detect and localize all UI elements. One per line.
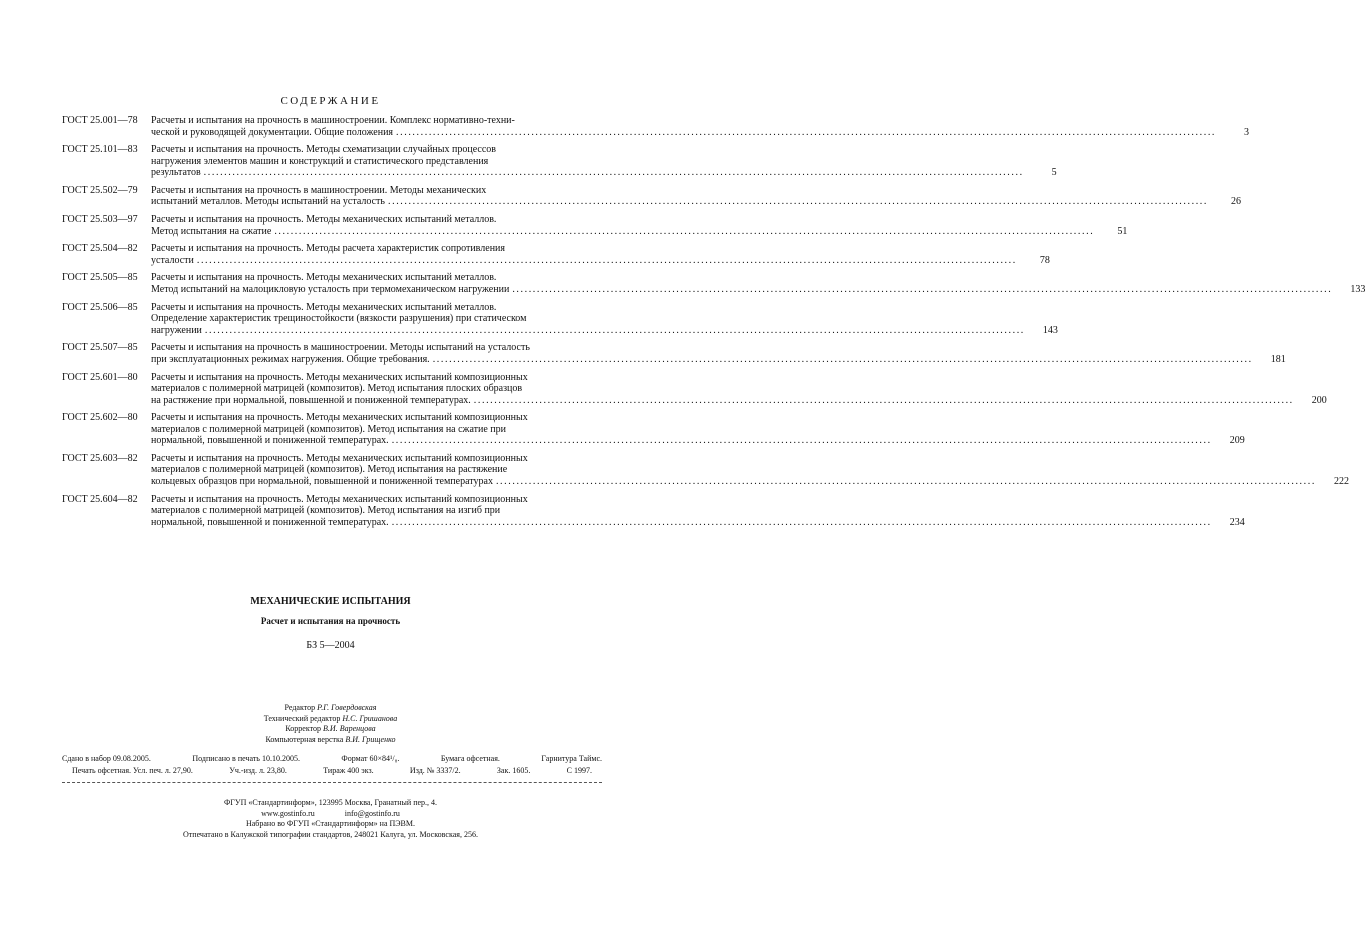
dot-leader: ........................................................................................................................................................................................................	[512, 283, 1333, 295]
entry-title-line: нагружения элементов машин и конструкций и статистического представления	[151, 155, 489, 167]
entry-last-line	[151, 284, 1335, 296]
standard-code: ГОСТ 25.502—79	[62, 184, 138, 196]
entry-title-line: Определение характеристик трещиностойкости (вязкости разрушения) при статическом	[151, 313, 527, 325]
page-number: 209	[1229, 435, 1245, 447]
staff-line: Редактор Р.Г. Говердовская	[284, 703, 377, 712]
entry-title-line: материалов с полимерной матрицей (композитов). Метод испытания на растяжение	[151, 464, 508, 476]
entry-last-line	[151, 395, 1297, 407]
toc-entry-body	[151, 272, 1365, 295]
entry-last-line	[151, 354, 1256, 366]
entry-title-line: Расчеты и испытания на прочность в машиностроении. Методы механических	[151, 184, 487, 196]
entry-title-line: Расчеты и испытания на прочность в машиностроении. Методы испытаний на усталость	[151, 342, 530, 354]
dot-leader: ........................................................................................................................................................................................................	[204, 324, 1025, 336]
publisher-email-link[interactable]: info@gostinfo.ru	[344, 808, 400, 818]
dot-leader: ........................................................................................................................................................................................................	[196, 254, 1017, 266]
toc-entry-body	[151, 302, 1058, 337]
page-number: 143	[1042, 324, 1058, 336]
entry-last-line	[151, 255, 1020, 267]
entry-last-line	[151, 226, 1097, 238]
entry-title-line: нагружении	[151, 324, 202, 336]
entry-title-line: нормальной, повышенной и пониженной температурах.	[151, 516, 389, 528]
toc-entry	[62, 371, 1327, 407]
toc-entry	[62, 342, 1286, 365]
divider	[62, 782, 602, 783]
entry-title-line: Расчеты и испытания на прочность. Методы механических испытаний металлов.	[151, 301, 497, 313]
entry-last-line	[151, 517, 1215, 529]
publisher-printed: Отпечатано в Калужской типографии стандартов, 248021 Калуга, ул. Московская, 256.	[183, 829, 478, 839]
toc-title: СОДЕРЖАНИЕ	[280, 95, 381, 107]
entry-title-line: на растяжение при нормальной, повышенной и пониженной температурах.	[151, 394, 471, 406]
standard-code: ГОСТ 25.001—78	[62, 115, 138, 126]
entry-title-line: Расчеты и испытания на прочность. Методы механических испытаний композиционных	[151, 412, 528, 424]
entry-title-line: материалов с полимерной матрицей (композитов). Метод испытания на изгиб при	[151, 505, 501, 517]
entry-title-line: Метод испытаний на малоцикловую усталость при термомеханическом нагружении	[151, 283, 510, 295]
dot-leader: ........................................................................................................................................................................................................	[396, 126, 1217, 138]
standard-code: ГОСТ 25.602—80	[62, 412, 138, 424]
table-of-contents	[62, 115, 1365, 534]
entry-title-line: нормальной, повышенной и пониженной температурах.	[151, 435, 389, 447]
entry-title-line: усталости	[151, 254, 194, 266]
subject-title: МЕХАНИЧЕСКИЕ ИСПЫТАНИЯ	[250, 596, 411, 607]
toc-entry	[62, 452, 1349, 488]
toc-entry	[62, 184, 1241, 208]
publisher-contacts	[0, 809, 661, 820]
entry-title-line: при эксплуатационных режимах нагружения. Общие требования.	[151, 353, 430, 365]
page-number: 51	[1117, 225, 1128, 237]
toc-entry	[62, 243, 1050, 266]
toc-entry-body	[151, 412, 1245, 447]
entry-title-line: результатов	[151, 167, 201, 179]
toc-entry	[62, 412, 1245, 447]
entry-title-line: Расчеты и испытания на прочность. Методы механических испытаний композиционных	[151, 493, 528, 505]
page-number: 200	[1311, 394, 1327, 406]
dot-leader: ........................................................................................................................................................................................................	[274, 225, 1095, 237]
toc-entry	[62, 214, 1128, 237]
entry-title-line: Расчеты и испытания на прочность. Методы механических испытаний металлов.	[151, 214, 497, 226]
imprint-row: Сдано в набор 09.08.2005. Подписано в печать 10.10.2005. Формат 60×84¹/₈. Бумага офсетная. Гарнитура Таймс.	[62, 754, 602, 763]
entry-title-line: испытаний металлов. Методы испытаний на усталость	[151, 196, 385, 208]
publisher-info	[0, 798, 661, 840]
toc-entry-body	[151, 342, 1286, 365]
toc-entry-body	[151, 453, 1349, 488]
toc-entry-body	[151, 144, 1057, 179]
toc-entry-body	[151, 214, 1127, 237]
publisher-web-link[interactable]: www.gostinfo.ru	[261, 808, 315, 818]
toc-entry-body	[151, 185, 1241, 208]
publisher-typeset: Набрано во ФГУП «Стандартинформ» на ПЭВМ.	[245, 819, 416, 828]
standard-code: ГОСТ 25.601—80	[62, 371, 138, 383]
toc-entry	[62, 493, 1245, 529]
standard-code: ГОСТ 25.101—83	[62, 144, 138, 156]
toc-entry	[62, 272, 1365, 295]
standard-code: ГОСТ 25.603—82	[62, 452, 138, 464]
dot-leader: ........................................................................................................................................................................................................	[203, 167, 1024, 179]
page-number: 5	[1051, 167, 1057, 179]
toc-entry	[62, 115, 1250, 138]
page-number: 78	[1039, 254, 1050, 266]
staff-line: Корректор В.И. Варенцова	[285, 724, 376, 733]
subject-code: БЗ 5—2004	[306, 640, 355, 651]
entry-title-line: Расчеты и испытания на прочность. Методы схематизации случайных процессов	[151, 144, 496, 156]
entry-last-line	[151, 476, 1319, 488]
page-number: 181	[1270, 353, 1286, 365]
standard-code: ГОСТ 25.503—97	[62, 214, 138, 226]
toc-entry	[62, 144, 1057, 179]
entry-title-line: Расчеты и испытания на прочность. Методы механических испытаний композиционных	[151, 371, 528, 383]
dot-leader: ........................................................................................................................................................................................................	[432, 353, 1253, 365]
entry-title-line: кольцевых образцов при нормальной, повышенной и пониженной температурах	[151, 475, 493, 487]
entry-title-line: Расчеты и испытания на прочность. Методы механических испытаний композиционных	[151, 452, 528, 464]
entry-last-line	[151, 325, 1028, 337]
staff-line: Технический редактор Н.С. Гришанова	[263, 713, 398, 723]
dot-leader: ........................................................................................................................................................................................................	[388, 196, 1208, 208]
page-number: 3	[1244, 126, 1250, 138]
entry-last-line	[151, 196, 1211, 208]
standard-code: ГОСТ 25.505—85	[62, 272, 138, 284]
publisher-address: ФГУП «Стандартинформ», 123995 Москва, Гранатный пер., 4.	[223, 798, 438, 807]
subject-subtitle: Расчет и испытания на прочность	[260, 616, 401, 626]
entry-title-line: ческой и руководящей документации. Общие положения	[151, 126, 394, 138]
toc-entry-body	[151, 115, 1249, 138]
toc-entry-body	[151, 243, 1050, 266]
dot-leader: ........................................................................................................................................................................................................	[391, 435, 1212, 447]
entry-title-line: материалов с полимерной матрицей (композитов). Метод испытания на сжатие при	[151, 423, 507, 435]
entry-last-line	[151, 167, 1027, 179]
imprint-row: Печать офсетная. Усл. печ. л. 27,90. Уч.-изд. л. 23,80. Тираж 400 экз. Изд. № 3337/2. Зак. 1605. С 1997.	[72, 766, 592, 775]
standard-code: ГОСТ 25.604—82	[62, 493, 138, 505]
page-number: 234	[1229, 516, 1245, 528]
entry-title-line: материалов с полимерной матрицей (композитов). Метод испытания плоских образцов	[151, 383, 523, 394]
toc-entry	[62, 301, 1058, 337]
page-number: 222	[1333, 475, 1349, 487]
entry-last-line	[151, 127, 1219, 139]
entry-title-line: Расчеты и испытания на прочность. Методы расчета характеристик сопротивления	[151, 243, 506, 255]
standard-code: ГОСТ 25.506—85	[62, 301, 138, 313]
entry-title-line: Расчеты и испытания на прочность. Методы механических испытаний металлов.	[151, 272, 497, 284]
dot-leader: ........................................................................................................................................................................................................	[473, 394, 1294, 406]
entry-title-line: Расчеты и испытания на прочность в машиностроении. Комплекс нормативно-техни-	[151, 115, 515, 126]
entry-last-line	[151, 435, 1215, 447]
toc-entry-body	[151, 372, 1327, 407]
entry-title-line: Метод испытания на сжатие	[151, 225, 272, 237]
standard-code: ГОСТ 25.507—85	[62, 342, 138, 354]
standard-code: ГОСТ 25.504—82	[62, 243, 138, 255]
page-number: 133	[1350, 283, 1365, 295]
print-imprint	[62, 753, 602, 777]
toc-entry-body	[151, 494, 1245, 529]
staff-line: Компьютерная верстка В.И. Грищенко	[265, 734, 396, 744]
editorial-staff	[0, 703, 661, 745]
page-number: 26	[1231, 196, 1241, 208]
dot-leader: ........................................................................................................................................................................................................	[495, 475, 1316, 487]
dot-leader: ........................................................................................................................................................................................................	[391, 516, 1212, 528]
